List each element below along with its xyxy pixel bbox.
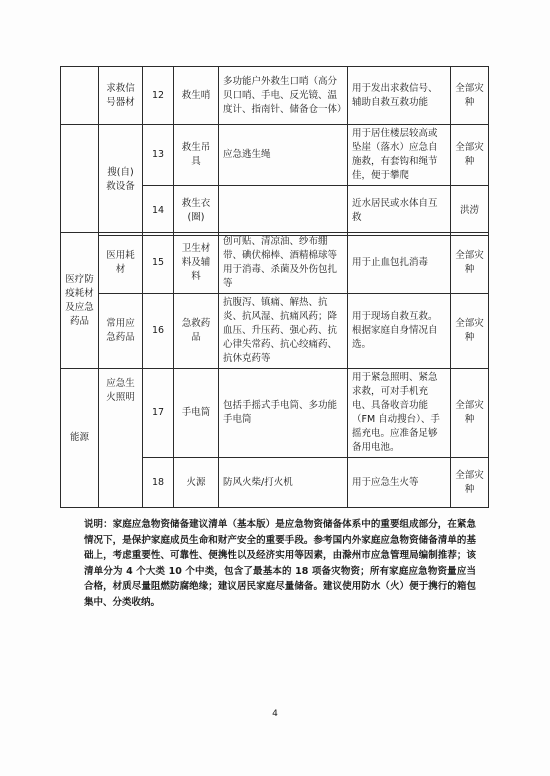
item-contents-cell <box>219 186 348 236</box>
disaster-type-cell: 全部灾种 <box>451 233 489 294</box>
table-row <box>61 125 489 186</box>
table-row <box>61 233 489 294</box>
item-contents-cell: 包括手摇式手电筒、多功能手电筒 <box>219 369 348 458</box>
item-number-cell: 14 <box>143 186 174 236</box>
item-usage-cell: 用于止血包扎消毒 <box>348 233 451 294</box>
category-cell: 医疗防疫耗材及应急药品 <box>61 233 99 369</box>
item-usage-cell: 用于现场自救互救。根据家庭自身情况自选。 <box>348 294 451 369</box>
item-number-cell: 15 <box>143 233 174 294</box>
category-cell <box>61 67 99 125</box>
item-name-cell: 救生衣(圈) <box>174 186 219 236</box>
item-name-cell: 火源 <box>174 458 219 508</box>
item-number-cell: 16 <box>143 294 174 369</box>
item-contents-cell: 防风火柴/打火机 <box>219 458 348 508</box>
item-contents-cell: 抗腹泻、镇痛、解热、抗炎、抗风湿、抗痛风药；降血压、升压药、强心药、抗心律失常药、抗心绞痛药、抗休克药等 <box>219 294 348 369</box>
item-number-cell: 12 <box>143 67 174 125</box>
item-usage-cell: 用于居住楼层较高或坠崖（落水）应急自施救，有套钩和绳节佳，便于攀爬 <box>348 125 451 186</box>
page-number: 4 <box>272 709 278 719</box>
disaster-type-cell: 全部灾种 <box>451 369 489 458</box>
item-contents-cell: 多功能户外救生口哨（高分贝口哨、手电、反光镜、温度计、指南针、储备仓一体） <box>219 67 348 125</box>
emergency-supplies-table-part2 <box>60 232 489 508</box>
explanatory-note: 说明：家庭应急物资储备建议清单（基本版）是应急物资储备体系中的重要组成部分，在紧急情况下，是保护家庭成员生命和财产安全的重要手段。参考国内外家庭应急物资储备清单的基础上，考虑重要性、可靠性、便携性以及经济实用等因素，由滁州市应急管理局编制推荐；该清单分为 4 个大类 10 个中类，包含了最基本的 18 项备灾物资；所有家庭应急物资量应当合格，材质尽量阻燃防腐绝缘；建议居民家庭尽量储备。建议使用防水（火）便于携行的箱包集中、分类收纳。 <box>84 519 476 608</box>
disaster-type-cell: 全部灾种 <box>451 67 489 125</box>
disaster-type-cell: 全部灾种 <box>451 125 489 186</box>
item-number-cell: 18 <box>143 458 174 508</box>
disaster-type-cell: 全部灾种 <box>451 458 489 508</box>
subcategory-cell: 求救信号器材 <box>99 67 143 125</box>
item-usage-cell: 用于紧急照明、紧急求救，可对手机充电、具备收音功能（FM 自动搜台）、手摇充电。应准备足够备用电池。 <box>348 369 451 458</box>
table-row <box>61 369 489 458</box>
subcategory-cell: 医用耗材 <box>99 233 143 294</box>
category-cell: 能源 <box>61 369 99 508</box>
item-contents-cell: 创可贴、清凉油、纱布绷带、碘伏棉棒、酒精棉球等用于消毒、杀菌及外伤包扎等 <box>219 233 348 294</box>
item-usage-cell: 近水居民或水体自互救 <box>348 186 451 236</box>
table-row <box>61 294 489 369</box>
subcategory-cell: 搜(自)救设备 <box>99 125 143 236</box>
subcategory-cell: 常用应急药品 <box>99 294 143 369</box>
disaster-type-cell: 全部灾种 <box>451 294 489 369</box>
item-name-cell: 卫生材料及辅料 <box>174 233 219 294</box>
table-row <box>61 67 489 125</box>
item-number-cell: 17 <box>143 369 174 458</box>
item-name-cell: 急救药品 <box>174 294 219 369</box>
item-name-cell: 手电筒 <box>174 369 219 458</box>
emergency-supplies-table <box>60 66 489 236</box>
item-number-cell: 13 <box>143 125 174 186</box>
item-name-cell: 救生吊具 <box>174 125 219 186</box>
disaster-type-cell: 洪涝 <box>451 186 489 236</box>
item-usage-cell: 用于发出求救信号、辅助自救互救功能 <box>348 67 451 125</box>
item-name-cell: 救生哨 <box>174 67 219 125</box>
subcategory-cell: 应急生火照明 <box>99 369 143 508</box>
item-contents-cell: 应急逃生绳 <box>219 125 348 186</box>
category-cell-continued <box>61 125 99 236</box>
item-usage-cell: 用于应急生火等 <box>348 458 451 508</box>
